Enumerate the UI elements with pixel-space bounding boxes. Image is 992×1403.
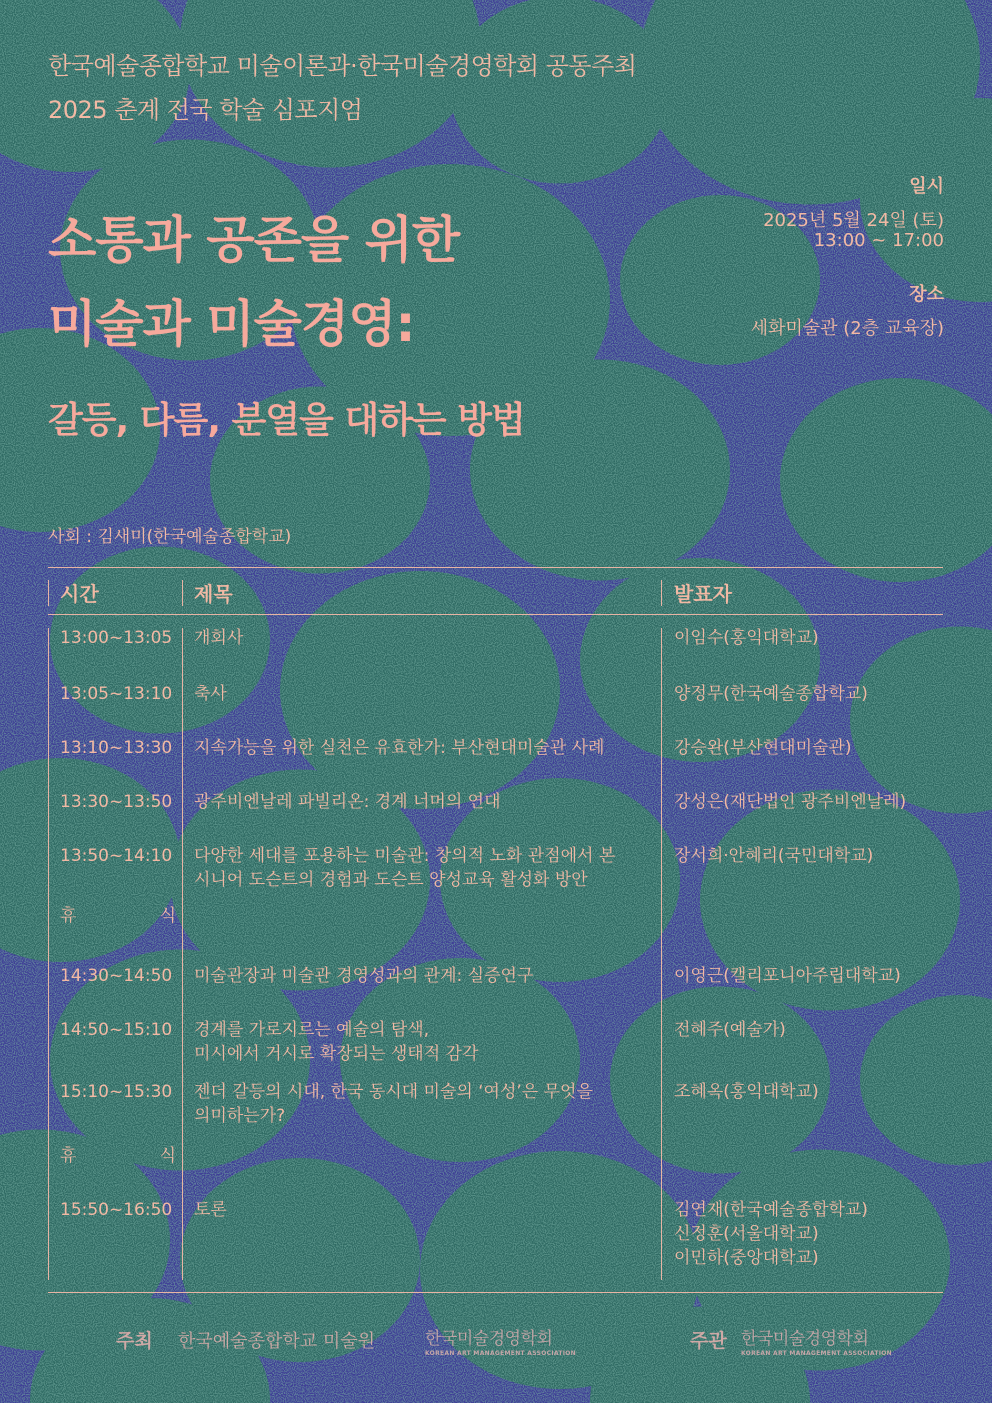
session-title-line: 광주비엔날레 파빌리온: 경계 너머의 연대 — [194, 792, 501, 812]
session-speaker-line: 이임수(홍익대학교) — [674, 628, 819, 648]
column-header-title: 제목 — [194, 582, 233, 606]
header-divider — [661, 580, 662, 606]
session-speaker-line: 조혜옥(홍익대학교) — [674, 1082, 819, 1102]
session-speaker — [674, 1018, 939, 1042]
session-title-line: 축사 — [194, 684, 227, 704]
session-title-line: 경계를 가로지르는 예술의 탐색, — [194, 1020, 430, 1040]
session-speaker — [674, 736, 939, 760]
session-speaker-line: 이영근(캘리포니아주립대학교) — [674, 966, 901, 986]
session-title — [194, 1080, 649, 1128]
session-speaker-line: 강승완(부산현대미술관) — [674, 738, 852, 758]
session-speaker-line: 신정훈(서울대학교) — [674, 1224, 819, 1244]
session-title — [194, 682, 649, 706]
session-title — [194, 964, 649, 988]
session-speaker-line: 강성은(재단법인 광주비엔날레) — [674, 792, 907, 812]
logo-subtitle: KOREAN ART MANAGEMENT ASSOCIATION — [741, 1350, 892, 1357]
break-row — [60, 1144, 176, 1168]
session-title-line: 다양한 세대를 포용하는 미술관: 창의적 노화 관점에서 본 — [194, 846, 616, 866]
session-speaker-line: 김연재(한국예술종합학교) — [674, 1200, 868, 1220]
break-row — [60, 904, 176, 928]
event-date: 2025년 5월 24일 (토) — [763, 210, 944, 231]
kama-logo — [425, 1324, 576, 1357]
session-speaker — [674, 626, 939, 650]
table-header-rule — [48, 614, 943, 615]
session-title-line: 토론 — [194, 1200, 227, 1220]
session-title — [194, 626, 649, 650]
break-label: 식 — [159, 906, 176, 926]
main-title-line2: 미술과 미술경영: — [48, 295, 415, 353]
session-time: 13:00~13:05 — [60, 628, 173, 648]
session-title-line: 미시에서 거시로 확장되는 생태적 감각 — [194, 1044, 479, 1064]
host-name: 한국예술종합학교 미술원 — [178, 1331, 375, 1352]
kama-logo — [741, 1324, 892, 1357]
header-divider — [48, 580, 49, 606]
session-speaker-line: 이민하(중앙대학교) — [674, 1248, 819, 1268]
session-title-line: 젠더 갈등의 시대, 한국 동시대 미술의 ‘여성’은 무엇을 — [194, 1082, 593, 1102]
session-title — [194, 736, 649, 760]
logo-name: 한국미술경영학회 — [425, 1329, 553, 1349]
session-speaker — [674, 844, 939, 868]
session-title-line: 의미하는가? — [194, 1106, 286, 1126]
venue-label: 장소 — [909, 284, 944, 305]
session-speaker — [674, 1198, 939, 1270]
session-title-line: 개회사 — [194, 628, 244, 648]
session-time: 15:50~16:50 — [60, 1200, 173, 1220]
session-time: 13:50~14:10 — [60, 846, 173, 866]
break-label: 휴 — [60, 906, 77, 926]
session-time: 13:30~13:50 — [60, 792, 173, 812]
break-label: 휴 — [60, 1146, 77, 1166]
session-time: 15:10~15:30 — [60, 1082, 173, 1102]
table-bottom-rule — [48, 1292, 943, 1293]
session-speaker-line: 양정무(한국예술종합학교) — [674, 684, 868, 704]
session-speaker-line: 전혜주(예술가) — [674, 1020, 786, 1040]
session-time: 13:05~13:10 — [60, 684, 173, 704]
session-speaker-line: 장서희·안혜리(국민대학교) — [674, 846, 874, 866]
session-speaker — [674, 790, 939, 814]
session-title-line: 지속가능을 위한 실천은 유효한가: 부산현대미술관 사례 — [194, 738, 605, 758]
column-divider — [661, 628, 662, 1280]
session-time: 13:10~13:30 — [60, 738, 173, 758]
session-title — [194, 844, 649, 892]
session-title — [194, 1018, 649, 1066]
session-title-line: 시니어 도슨트의 경험과 도슨트 양성교육 활성화 방안 — [194, 870, 588, 890]
organizer-label: 주관 — [690, 1330, 727, 1352]
session-time: 14:30~14:50 — [60, 966, 173, 986]
date-label: 일시 — [909, 176, 944, 197]
session-speaker — [674, 682, 939, 706]
moderator: 사회 : 김새미(한국예술종합학교) — [48, 527, 292, 547]
column-divider — [48, 628, 49, 1280]
table-top-rule — [48, 567, 943, 568]
logo-name: 한국미술경영학회 — [741, 1329, 869, 1349]
column-header-time: 시간 — [60, 582, 99, 606]
event-line: 2025 춘계 전국 학술 심포지엄 — [48, 96, 363, 124]
host-label: 주최 — [116, 1330, 153, 1352]
logo-subtitle: KOREAN ART MANAGEMENT ASSOCIATION — [425, 1350, 576, 1357]
column-divider — [182, 628, 183, 1280]
subtitle: 갈등, 다름, 분열을 대하는 방법 — [48, 400, 525, 441]
event-time: 13:00 ~ 17:00 — [813, 230, 944, 251]
session-title — [194, 790, 649, 814]
session-speaker — [674, 1080, 939, 1104]
session-title-line: 미술관장과 미술관 경영성과의 관계: 실증연구 — [194, 966, 534, 986]
column-header-speaker: 발표자 — [674, 582, 732, 606]
break-label: 식 — [159, 1146, 176, 1166]
organizer-line: 한국예술종합학교 미술이론과·한국미술경영학회 공동주최 — [48, 52, 637, 80]
venue: 세화미술관 (2층 교육장) — [750, 318, 944, 339]
session-speaker — [674, 964, 939, 988]
main-title-line1: 소통과 공존을 위한 — [48, 211, 460, 269]
session-title — [194, 1198, 649, 1222]
header-divider — [182, 580, 183, 606]
session-time: 14:50~15:10 — [60, 1020, 173, 1040]
